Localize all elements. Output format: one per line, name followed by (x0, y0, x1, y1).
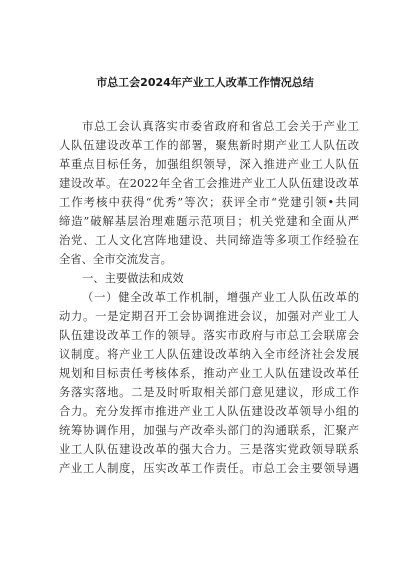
body-line: 市总工会认真落实市委省政府和省总工会关于产业工 (82, 120, 359, 133)
body-line: 业工人队伍建设改革的强大合力。三是落实党政领导联系 (59, 443, 359, 456)
body-line: 缔造”破解基层治理难题示范项目；机关党建和全面从严 (59, 215, 359, 228)
body-line: 合力。充分发挥市推进产业工人队伍建设改革领导小组的 (59, 405, 359, 418)
body-line: 建设改革。在2022年全省工会推进产业工人队伍建设改革 (59, 177, 359, 190)
body-line: 规划和目标责任考核体系，推动产业工人队伍建设改革任 (59, 367, 359, 380)
body-line: 队伍建设改革工作的领导。落实市政府与市总工会联席会 (59, 329, 359, 342)
body-line: 全省、全市交流发言。 (59, 253, 172, 266)
document-title: 市总工会2024年产业工人改革工作情况总结 (96, 76, 314, 89)
body-line: （一）健全改革工作机制，增强产业工人队伍改革的 (82, 291, 359, 304)
body-line: 产业工人制度，压实改革工作责任。市总工会主要领导遇 (59, 462, 359, 475)
body-line: 动力。一是定期召开工会协调推进会议，加强对产业工人 (59, 310, 359, 323)
body-line: 议制度。将产业工人队伍建设改革纳入全市经济社会发展 (59, 348, 359, 361)
body-line: 工作考核中获得“优秀”等次；获评全市“党建引领•共同 (59, 196, 359, 209)
body-line: 人队伍建设改革工作的部署，聚焦新时期产业工人队伍改 (59, 139, 359, 152)
body-line: 革重点目标任务，加强组织领导，深入推进产业工人队伍 (59, 158, 359, 171)
body-line: 治党、工人文化宫阵地建设、共同缔造等多项工作经验在 (59, 234, 359, 247)
section-heading: 一、主要做法和成效 (82, 272, 184, 285)
body-line: 务落实落地。二是及时听取相关部门意见建议，形成工作 (59, 386, 359, 399)
body-line: 统筹协调作用，加强与产改牵头部门的沟通联系，汇聚产 (59, 424, 359, 437)
